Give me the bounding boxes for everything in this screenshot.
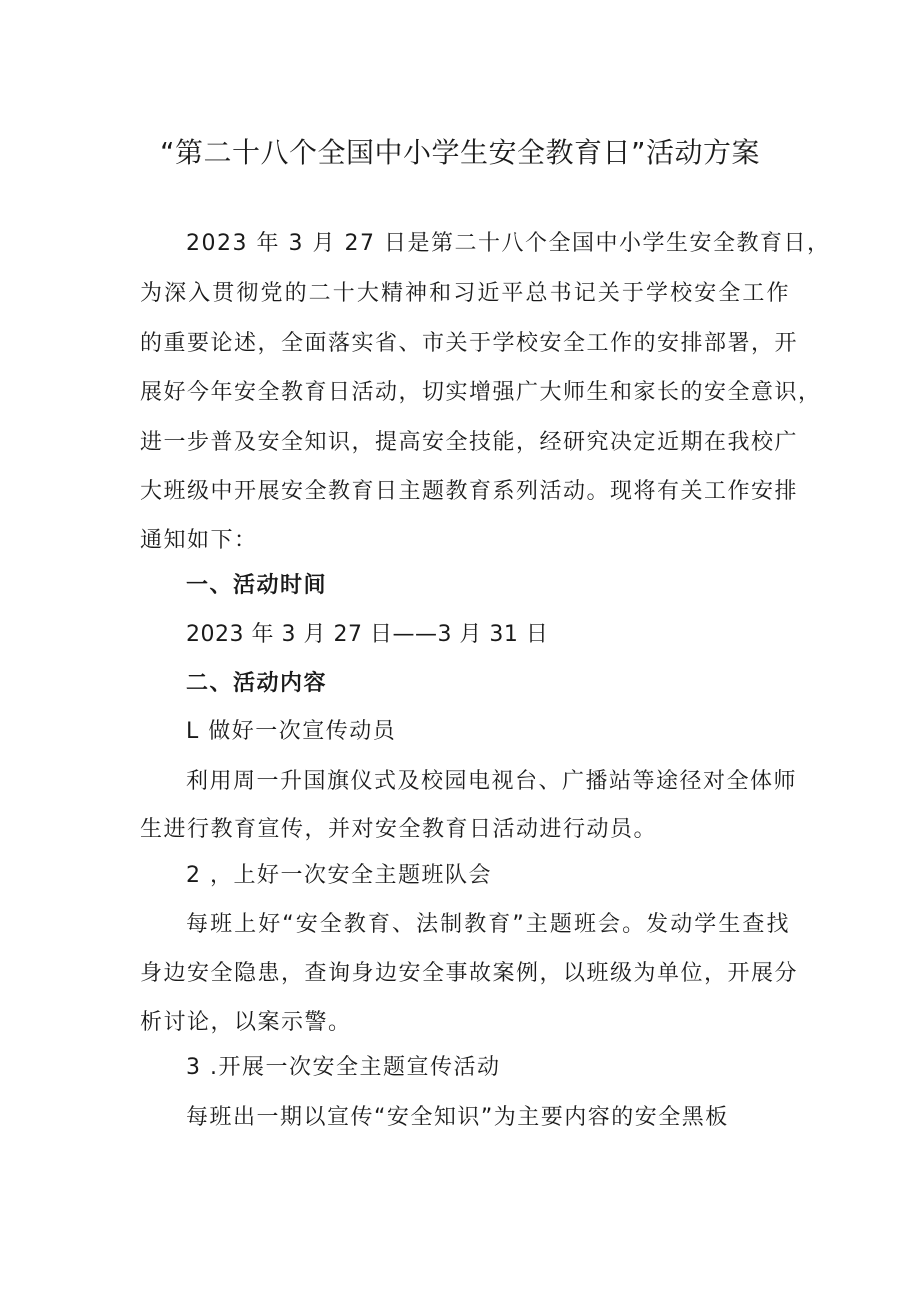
- intro-line-5: 进一步普及安全知识，提高安全技能，经研究决定近期在我校广: [140, 430, 799, 455]
- item2-line-2: 身边安全隐患，查询身边安全事故案例，以班级为单位，开展分: [140, 961, 799, 986]
- intro-line-7: 通知如下：: [140, 528, 258, 553]
- item3-line-1: 每班出一期以宣传“安全知识”为主要内容的安全黑板: [186, 1105, 729, 1130]
- item2-line-3: 析讨论，以案示警。: [140, 1010, 352, 1035]
- item-heading-3: 3 .开展一次安全主题宣传活动: [186, 1055, 501, 1080]
- section-heading-time: 一、活动时间: [186, 573, 328, 598]
- intro-line-2: 为深入贯彻党的二十大精神和习近平总书记关于学校安全工作: [140, 281, 790, 306]
- item1-line-2: 生进行教育宣传，并对安全教育日活动进行动员。: [140, 817, 658, 842]
- item-heading-2: 2 ，上好一次安全主题班队会: [186, 863, 492, 888]
- intro-line-3: 的重要论述，全面落实省、市关于学校安全工作的安排部署，开: [140, 331, 799, 356]
- section-time-text: 2023 年 3 月 27 日——3 月 31 日: [186, 622, 549, 647]
- document-title: “第二十八个全国中小学生安全教育日”活动方案: [159, 136, 760, 169]
- intro-line-6: 大班级中开展安全教育日主题教育系列活动。现将有关工作安排: [140, 479, 799, 504]
- intro-line-4: 展好今年安全教育日活动，切实增强广大师生和家长的安全意识，: [140, 380, 822, 405]
- item-heading-1: L 做好一次宣传动员: [186, 719, 397, 744]
- section-heading-content: 二、活动内容: [186, 671, 328, 696]
- item2-line-1: 每班上好“安全教育、法制教育”主题班会。发动学生查找: [186, 912, 790, 937]
- intro-line-1: 2023 年 3 月 27 日是第二十八个全国中小学生安全教育日，: [186, 231, 831, 256]
- item1-line-1: 利用周一升国旗仪式及校园电视台、广播站等途径对全体师: [186, 769, 798, 794]
